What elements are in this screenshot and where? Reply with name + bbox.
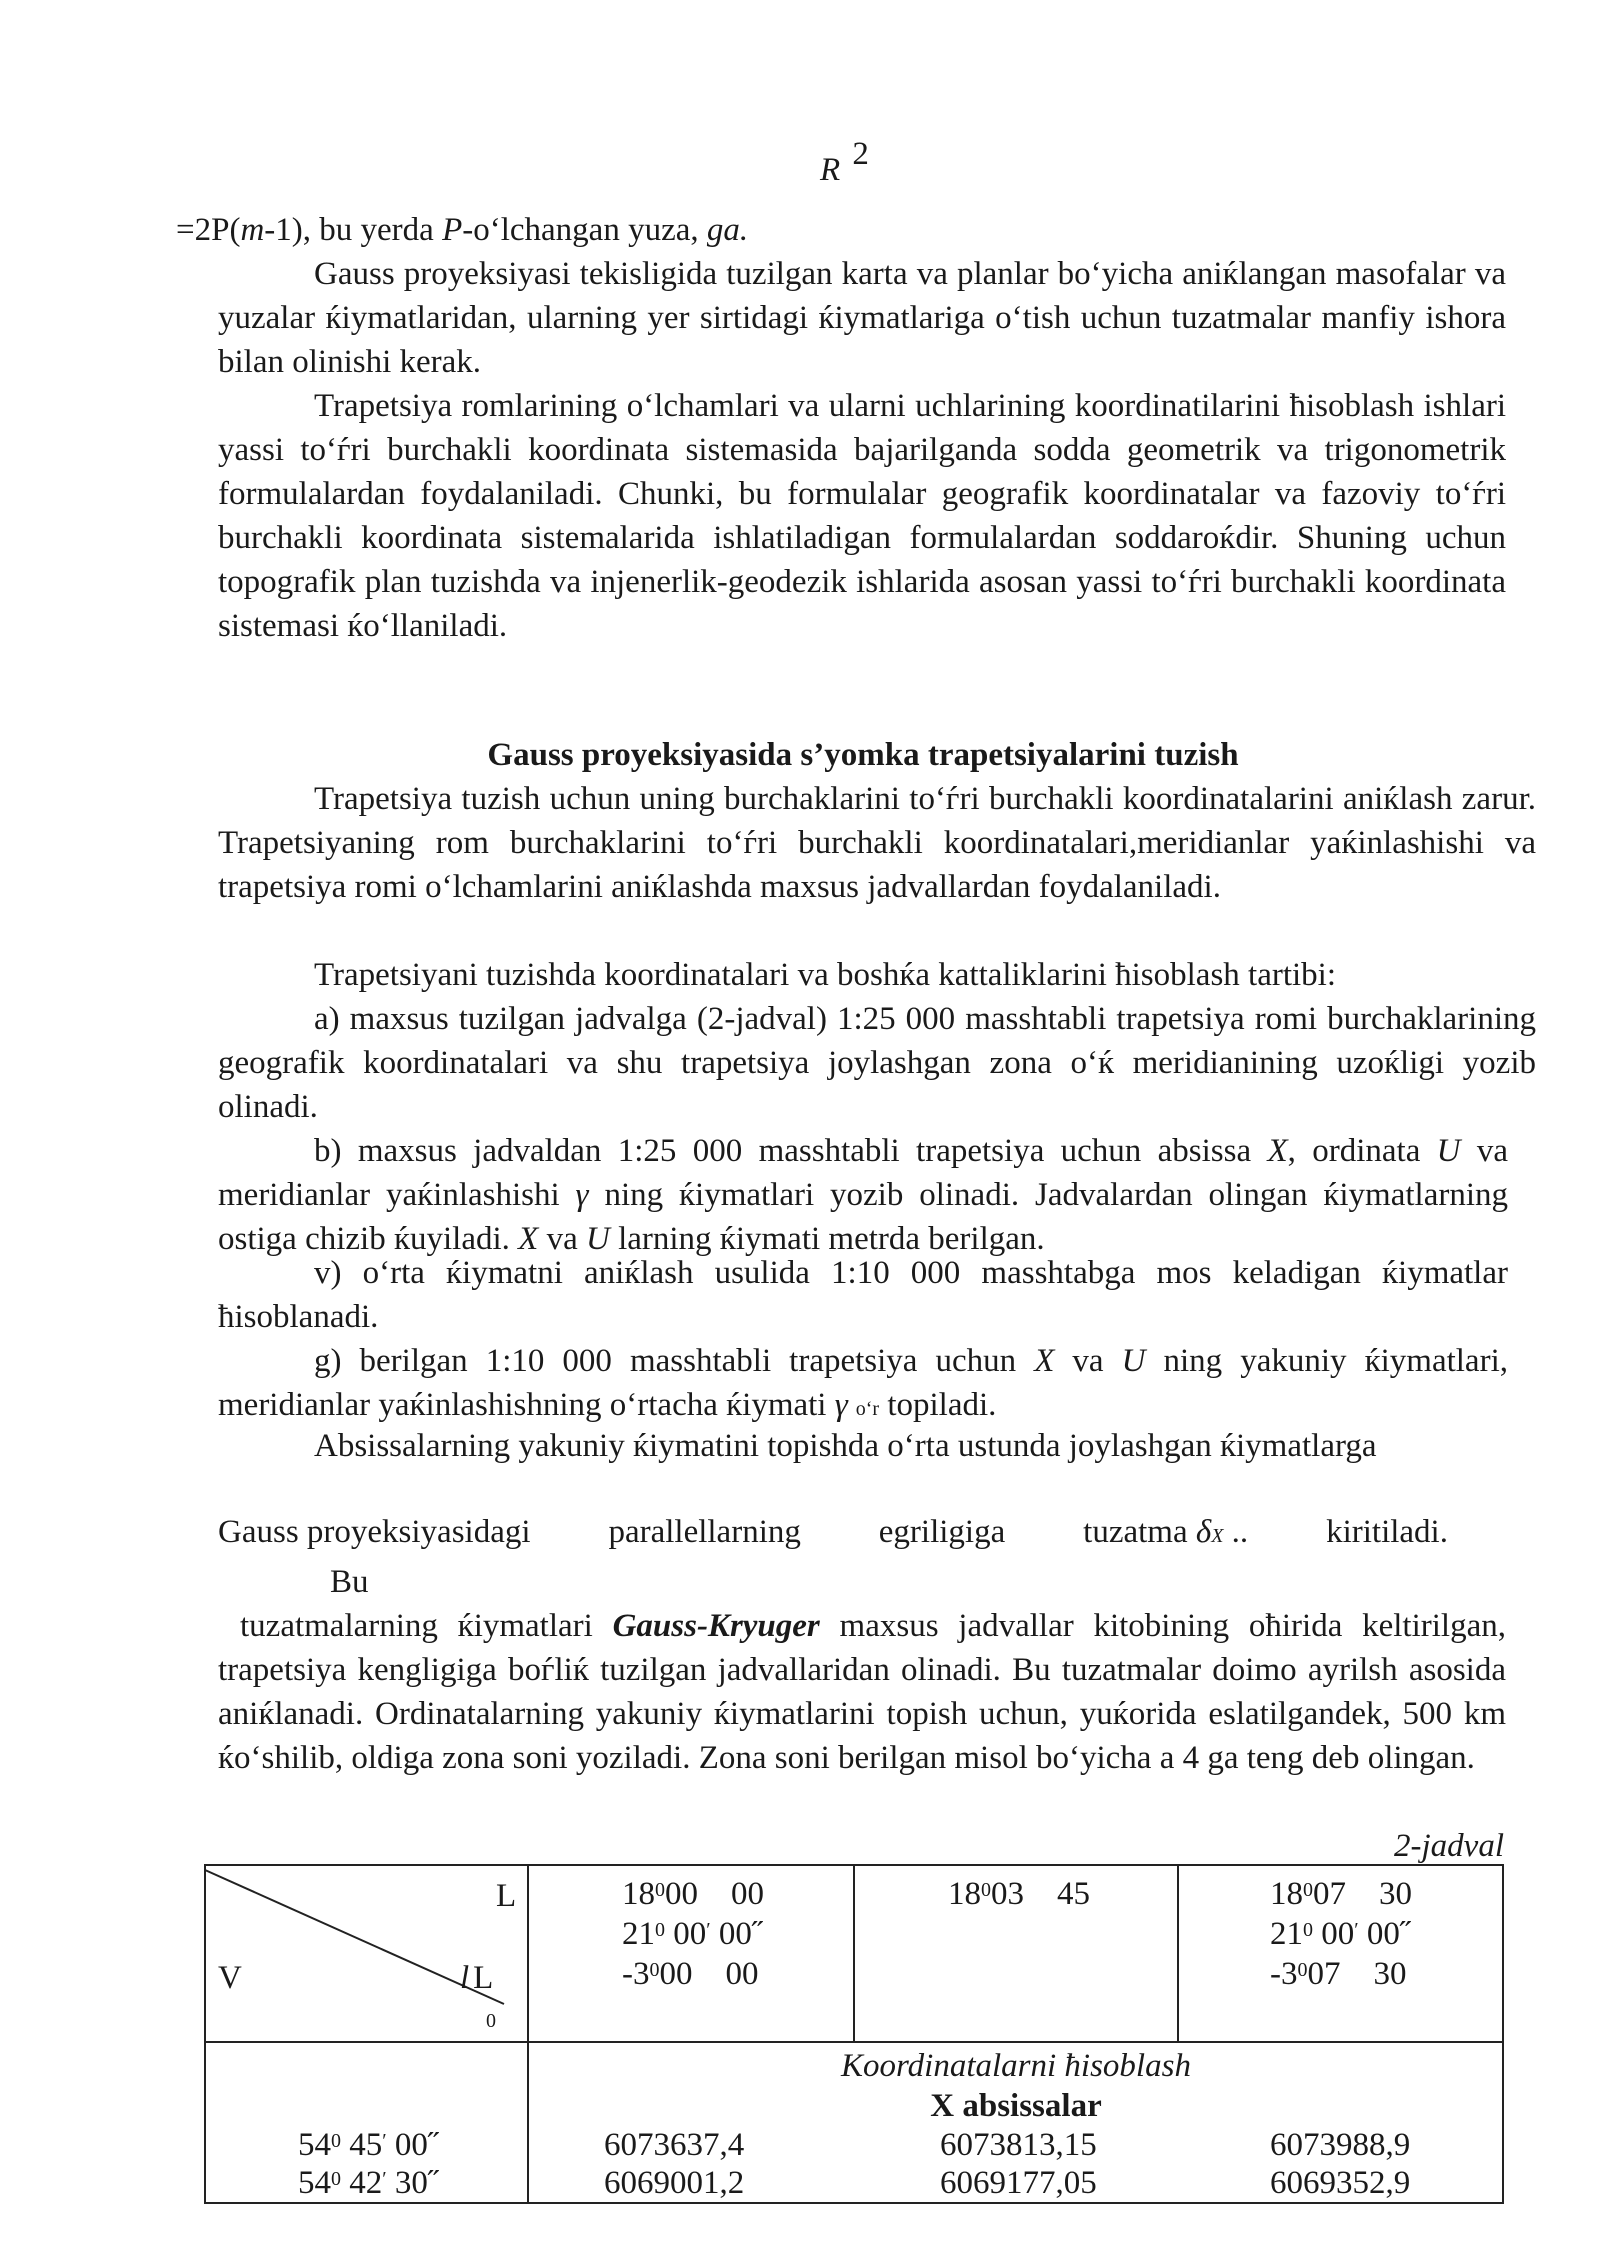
p10-delta: δ — [1195, 1514, 1212, 1550]
col2-r1-rest: 03 45 — [991, 1876, 1090, 1912]
prime-mark: ′ — [382, 2130, 387, 2152]
col2-r1-deg: 18 — [948, 1876, 981, 1912]
col1-r3-rest: 00 00 — [659, 1956, 759, 1992]
p10-dots: .. — [1231, 1514, 1249, 1550]
col3-r2 — [1270, 1914, 1412, 1954]
p8-b: va — [1054, 1343, 1122, 1379]
row1-lat-min: 45 — [341, 2127, 383, 2163]
p8-sub: o‘r — [855, 1398, 880, 1420]
p10-d: tuzatma — [1083, 1514, 1188, 1550]
col3-r3-rest: 07 30 — [1307, 1956, 1407, 1992]
p6-b: , ordinata — [1287, 1133, 1421, 1169]
table-caption: 2-jadval — [1394, 1828, 1504, 1864]
formula-mid: -1), bu yerda — [264, 212, 443, 248]
deg-mark: 0 — [655, 1879, 665, 1901]
p10-b: parallellarning — [608, 1514, 801, 1550]
p11-a: tuzatmalarning ќiymatlari — [240, 1608, 613, 1644]
prime-mark: ′ — [706, 1919, 711, 1941]
paragraph-8 — [218, 1339, 1508, 1431]
formula-ga: ga. — [706, 212, 749, 248]
deg-mark: 0 — [331, 2168, 341, 2190]
table-section-sub — [528, 2086, 1504, 2126]
p10-e: kiritiladi. — [1326, 1514, 1448, 1550]
prime-mark: ′ — [382, 2168, 387, 2190]
row1-v2: 6073813,15 — [940, 2127, 1097, 2163]
row2-lat — [298, 2164, 439, 2202]
col1-r2-deg: 21 — [622, 1916, 655, 1952]
p6-u2: U — [585, 1221, 610, 1257]
table-body — [204, 2126, 1504, 2202]
corner-zero: 0 — [486, 2010, 496, 2032]
p6-x2: X — [518, 1221, 539, 1257]
table-section-title: Koordinatalarni ħisoblash — [841, 2048, 1191, 2084]
p10-c: egriligiga — [878, 1514, 1006, 1550]
row1-lat-sec: 00˝ — [386, 2127, 439, 2163]
paragraph-3: Trapetsiya tuzish uchun uning burchaklarini to‘ѓri burchakli koordinatalarini aniќlash zarur. Trapetsiyaning rom burchaklarini to‘ѓri burchakli koordinatalari,meridianlar yaќinlashishi va trapetsiya romi o‘lchamlarini aniќlashda maxsus jadvallardan foydalaniladi. — [218, 781, 1536, 905]
row1-v3: 6073988,9 — [1270, 2127, 1411, 2163]
p6-f: larning ќiymati metrda berilgan. — [609, 1221, 1045, 1257]
p6-c: va meridianlar yaќinlashishi — [218, 1133, 1508, 1213]
paragraph-2: Trapetsiya romlarining o‘lchamlari va ularni uchlarining koordinatilarini ħisoblash ishlari yassi to‘ѓri burchakli koordinata sistemasida bajarilganda sodda geometrik va trigonometrik formulalardan foydalaniladi. Chunki, bu formulalar geografik koordinatalar va fazoviy to‘ѓri burchakli koordinata sistemalarida ishlatiladigan formulalardan soddaroќdir. Shuning uchun topografik plan tuzishda va injenerlik-geodezik ishlarida asosan yassi to‘ѓri burchakli koordinata sistemasi ќo‘llaniladi. — [218, 388, 1506, 644]
paragraph-7: v) o‘rta ќiymatni aniќlash usulida 1:10 000 masshtabga mos keladigan ќiymatlar ħisoblanadi. — [218, 1255, 1508, 1335]
col1-r2 — [622, 1914, 764, 1954]
row2-lat-sec: 30˝ — [386, 2165, 439, 2201]
deg-mark: 0 — [655, 1919, 665, 1941]
p6-x: X — [1267, 1133, 1288, 1169]
row1-v1: 6073637,4 — [604, 2127, 745, 2163]
col3-r1-rest: 07 30 — [1313, 1876, 1412, 1912]
col1-r3 — [622, 1954, 764, 1994]
paragraph-1: Gauss proyeksiyasi tekisligida tuzilgan karta va planlar bo‘yicha aniќlangan masofalar va yuzalar ќiymatlaridan, ularning yer sirtidagi ќiymatlariga o‘tish uchun tuzatmalar manfiy ishora bilan olinishi kerak. — [218, 256, 1506, 380]
deg-mark: 0 — [649, 1959, 660, 1981]
deg-mark: 0 — [981, 1879, 991, 1901]
col3-r3-deg: -3 — [1270, 1956, 1298, 1992]
col3-r2-sec: 00˝ — [1358, 1916, 1411, 1952]
row1-lat — [298, 2126, 439, 2164]
paragraph-4: Trapetsiyani tuzishda koordinatalari va boshќa kattaliklarini ħisoblash tartibi: — [314, 957, 1337, 993]
paragraph-11 — [218, 1604, 1506, 1780]
row2-v2: 6069177,05 — [940, 2165, 1097, 2201]
row2-v3: 6069352,9 — [1270, 2165, 1411, 2201]
col1-r3-deg: -3 — [622, 1956, 650, 1992]
col3-r3 — [1270, 1954, 1412, 1994]
p6-gamma: γ — [575, 1177, 589, 1213]
col1-r2-sec: 00˝ — [710, 1916, 763, 1952]
formula-r: R — [820, 152, 841, 188]
deg-mark: 0 — [1297, 1959, 1308, 1981]
p10-bu: Bu — [330, 1564, 369, 1600]
deg-mark: 0 — [1303, 1919, 1313, 1941]
p6-u: U — [1436, 1133, 1461, 1169]
corner-L: L — [496, 1878, 517, 1914]
formula-r-exponent: 2 — [852, 136, 869, 172]
p6-e: va — [538, 1221, 586, 1257]
col1-r2-min: 00 — [665, 1916, 707, 1952]
col3-r1 — [1270, 1874, 1412, 1914]
row2-lat-deg: 54 — [298, 2165, 331, 2201]
formula-r-symbol — [820, 136, 869, 192]
section-sub-text: X absissalar — [930, 2088, 1102, 2124]
p10-x: X — [1211, 1525, 1224, 1547]
col1-r1-deg: 18 — [622, 1876, 655, 1912]
col2-header — [948, 1874, 1090, 1914]
deg-mark: 0 — [1303, 1879, 1313, 1901]
corner-L2: L — [473, 1960, 494, 1996]
paragraph-10-line — [218, 1510, 1448, 1558]
p8-d: topiladi. — [879, 1387, 997, 1423]
p8-x: X — [1034, 1343, 1055, 1379]
p8-c: ning yakuniy ќiymatlari, meridianlar yaќinlashishning o‘rtacha ќiymati — [218, 1343, 1508, 1423]
p11-bold: Gauss-Kryuger — [612, 1608, 820, 1644]
row1-lat-deg: 54 — [298, 2127, 331, 2163]
formula-prefix: =2P( — [176, 212, 241, 248]
p8-gamma: γ — [834, 1387, 848, 1423]
col2-r1 — [948, 1874, 1090, 1914]
row2-lat-min: 42 — [341, 2165, 383, 2201]
table — [204, 1864, 1504, 2204]
formula-m: m — [240, 212, 265, 248]
p6-d: ning ќiymatlari yozib olinadi. Jadvalardan olingan ќiymatlarning ostiga chizib ќuyiladi. — [218, 1177, 1508, 1257]
col3-r2-deg: 21 — [1270, 1916, 1303, 1952]
col3-header — [1270, 1874, 1412, 1994]
col1-r1-rest: 00 00 — [665, 1876, 764, 1912]
table-row — [204, 2126, 1504, 2164]
p8-a: g) berilgan 1:10 000 masshtabli trapetsiya uchun — [314, 1343, 1035, 1379]
p8-u: U — [1121, 1343, 1146, 1379]
deg-mark: 0 — [331, 2130, 341, 2152]
col3-r2-min: 00 — [1313, 1916, 1355, 1952]
table-row — [204, 2164, 1504, 2202]
p10-a: Gauss proyeksiyasidagi — [218, 1514, 531, 1550]
corner-l: l — [460, 1960, 470, 1996]
p6-a: b) maxsus jadvaldan 1:25 000 masshtabli trapetsiya uchun absissa — [314, 1133, 1268, 1169]
col3-r1-deg: 18 — [1270, 1876, 1303, 1912]
paragraph-6 — [218, 1129, 1508, 1261]
prime-mark: ′ — [1354, 1919, 1359, 1941]
paragraph-9: Absissalarning yakuniy ќiymatini topishda o‘rta ustunda joylashgan ќiymatlarga — [314, 1428, 1377, 1464]
corner-V: V — [218, 1960, 242, 1996]
formula-rest: -o‘lchangan yuza, — [462, 212, 707, 248]
col1-r1 — [622, 1874, 764, 1914]
formula-line — [176, 208, 748, 252]
p10-tuzatma-group — [1083, 1510, 1248, 1558]
col1-header — [622, 1874, 764, 1994]
row2-v1: 6069001,2 — [604, 2165, 745, 2201]
formula-p: P — [442, 212, 463, 248]
paragraph-5: a) maxsus tuzilgan jadvalga (2-jadval) 1:25 000 masshtabli trapetsiya romi burchaklarining geografik koordinatalari va shu trapetsiya joylashgan zona o‘ќ meridianining uzoќligi yozib olinadi. — [218, 1001, 1536, 1125]
p11-b: maxsus jadvallar kitobining oħirida keltirilgan, trapetsiya kengligiga boѓliќ tuzilgan jadvallaridan olinadi. Bu tuzatmalar doimo ayrilsh asosida aniќlanadi. Ordinatalarning yakuniy ќiymatlarini topish uchun, yuќorida eslatilgandek, 500 km ќo‘shilib, oldiga zona soni yoziladi. Zona soni berilgan misol bo‘yicha a 4 ga teng deb olingan. — [218, 1608, 1506, 1776]
section-heading: Gauss proyeksiyasida s’yomka trapetsiyalarini tuzish — [487, 737, 1239, 773]
corner-lL — [460, 1956, 493, 2000]
